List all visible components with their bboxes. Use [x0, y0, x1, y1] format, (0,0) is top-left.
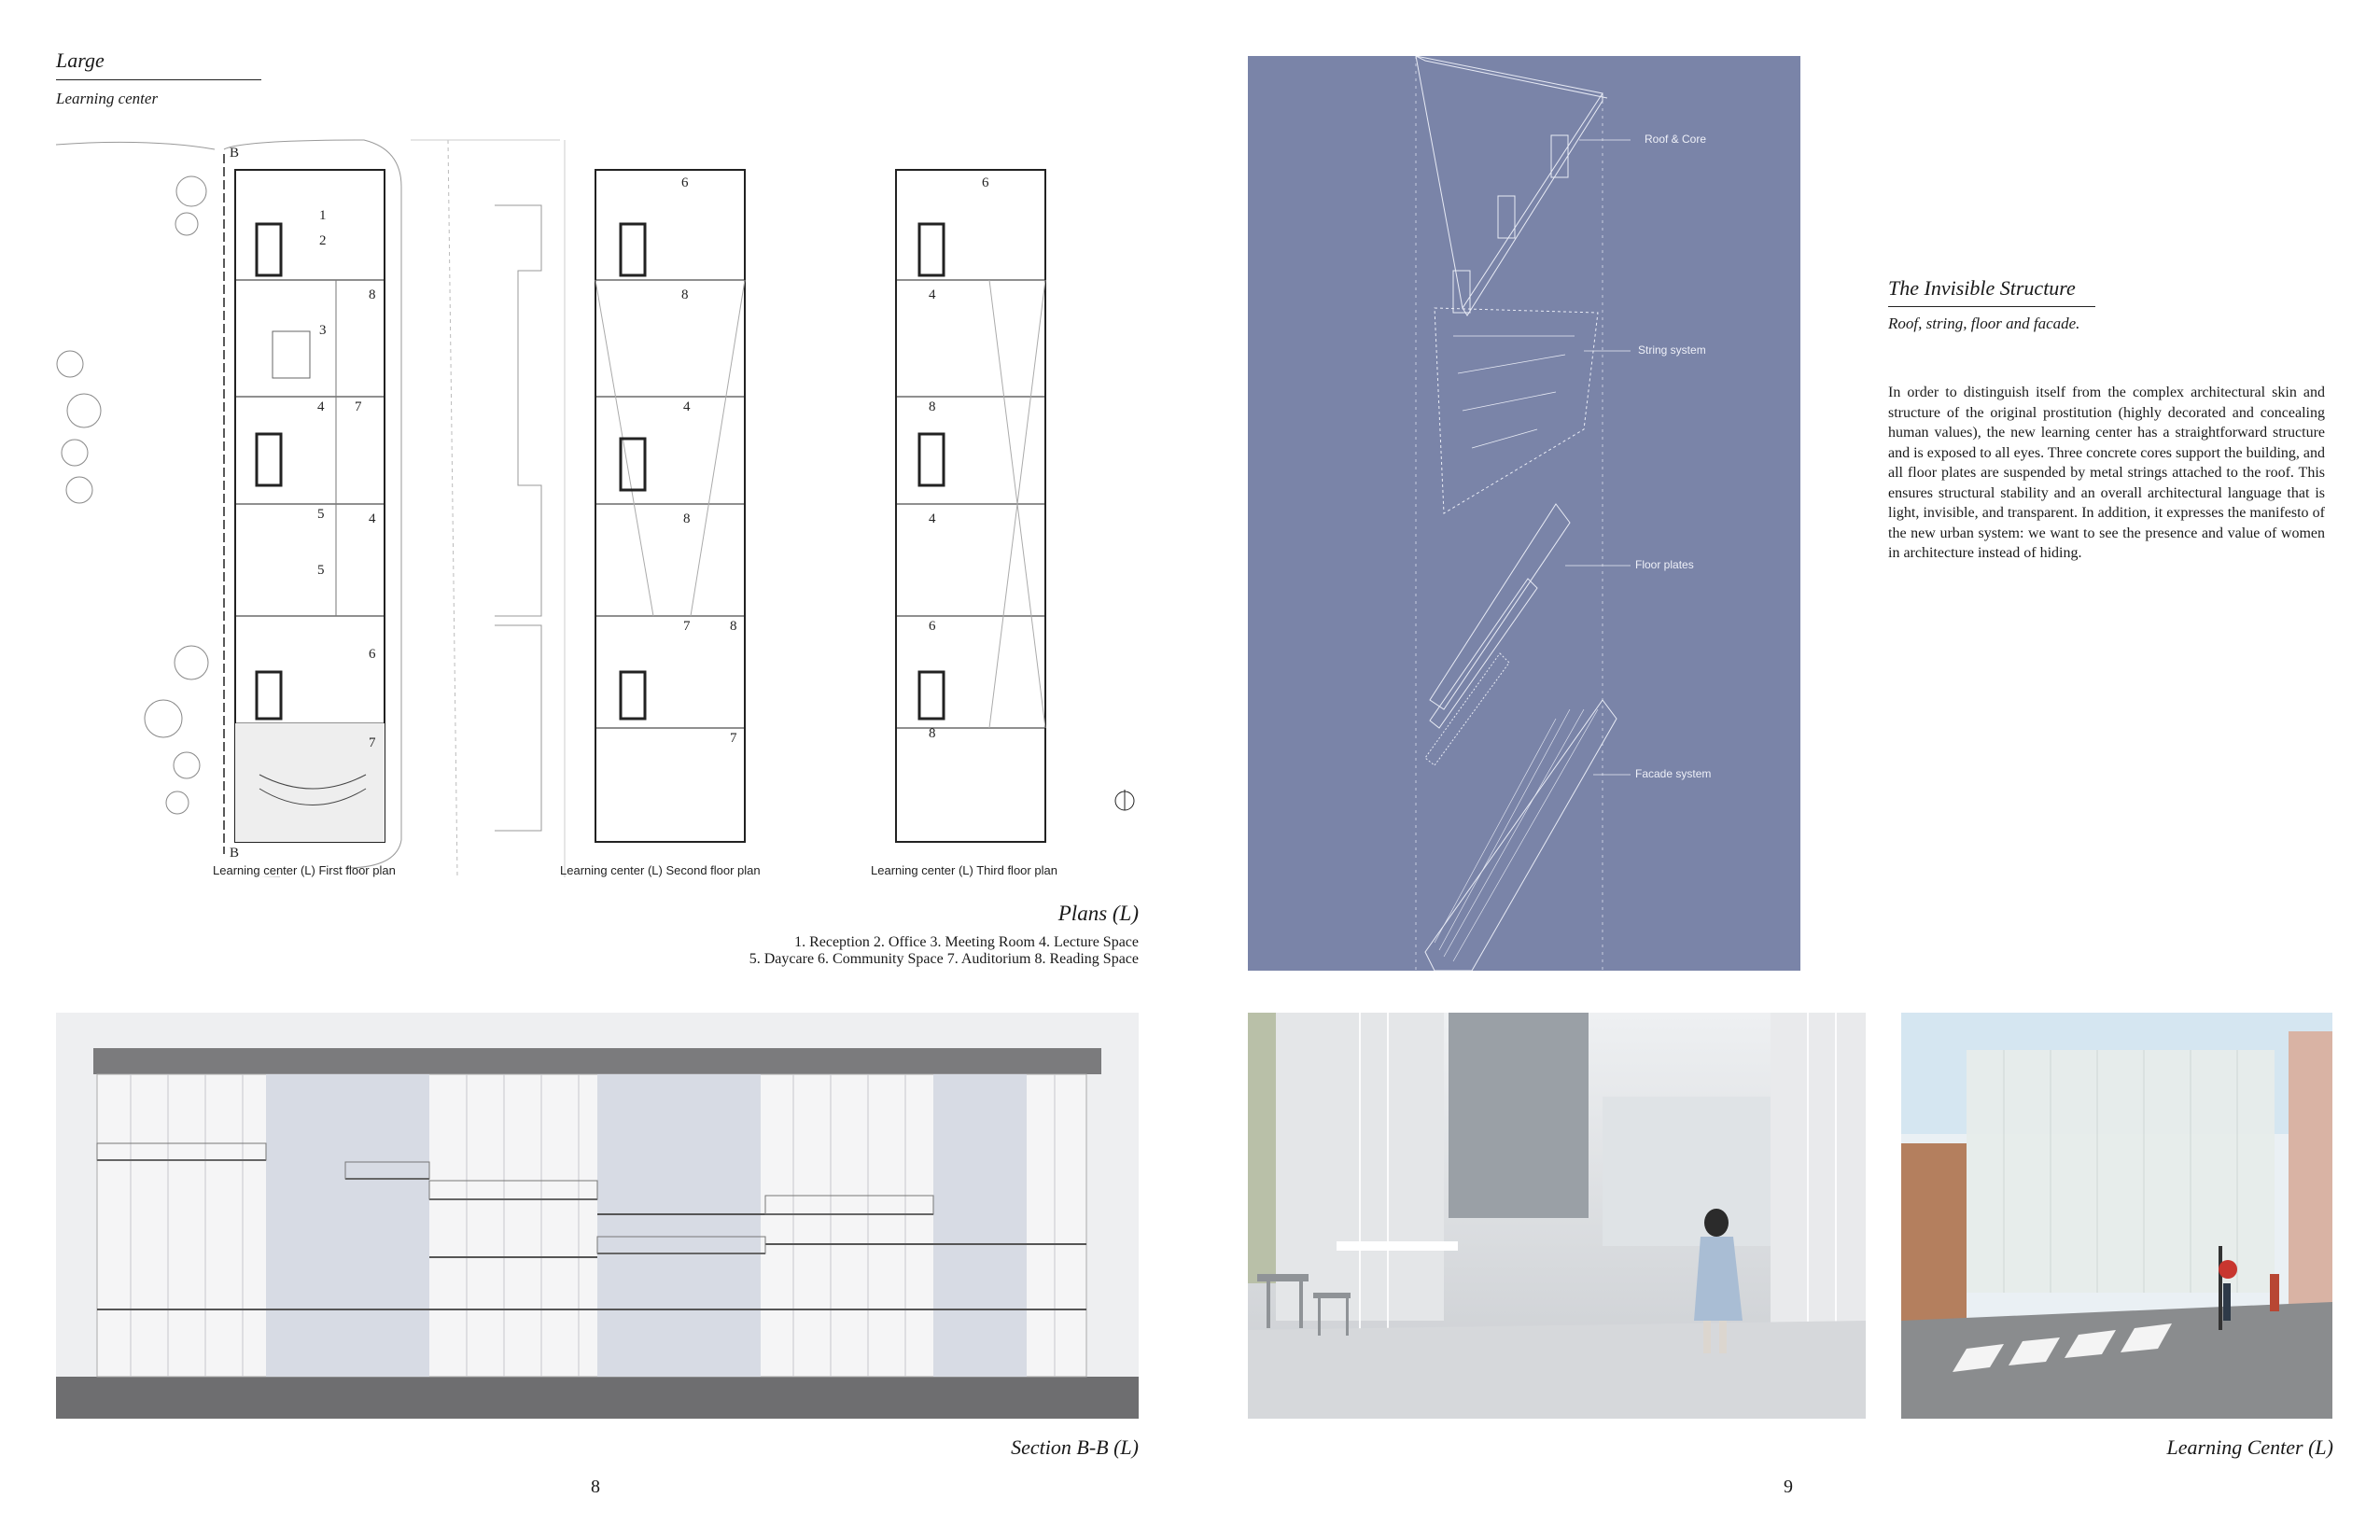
svg-text:4: 4: [683, 399, 691, 414]
svg-text:8: 8: [929, 399, 936, 414]
svg-text:6: 6: [929, 619, 936, 634]
svg-text:4: 4: [929, 511, 936, 526]
svg-text:5: 5: [317, 507, 325, 522]
first-floor-plan: [224, 154, 385, 854]
second-floor-plan: [595, 170, 745, 842]
svg-text:8: 8: [683, 511, 691, 526]
svg-text:4: 4: [317, 399, 325, 414]
svg-text:2: 2: [319, 233, 327, 248]
structure-title-underline: [1888, 306, 2095, 307]
svg-text:7: 7: [369, 735, 376, 750]
svg-text:6: 6: [681, 175, 689, 190]
structure-body-text: In order to distinguish itself from the complex architectural skin and structure of the original prostitution (highly decorated and concealing human values), the new learning center has a straightforward structure and is exposed to all eyes. Three concrete cores support the building, and all floor plates are suspended by metal strings attached to the roof. This ensures structural stability and an overall architectural language that is light, invisible, and transparent. In addition, it expresses the manifesto of the new urban system: we want to see the presence and value of women in architecture instead of hiding.: [1888, 385, 2326, 561]
third-floor-plan-label: Learning center (L) Third floor plan: [871, 863, 1057, 877]
structure-subtitle: Roof, string, floor and facade.: [1888, 315, 2080, 332]
axonometric-linework: [1248, 56, 1800, 971]
svg-text:B: B: [230, 846, 240, 861]
section-title: Section B-B (L): [1011, 1435, 1139, 1459]
axonometric-diagram: [1248, 56, 1800, 971]
heading-underline: [56, 79, 261, 80]
street-render-image: [1901, 1013, 2332, 1419]
section-heading: Large: [56, 49, 105, 72]
axo-label-floor-plates: Floor plates: [1635, 558, 1694, 571]
axo-label-roof-core: Roof & Core: [1645, 133, 1707, 146]
svg-text:6: 6: [369, 647, 376, 662]
plans-legend-line-1: 1. Reception 2. Office 3. Meeting Room 4. Lecture Space: [794, 934, 1139, 950]
svg-text:4: 4: [369, 511, 376, 526]
page-number-left: 8: [591, 1477, 600, 1497]
svg-text:8: 8: [929, 726, 936, 741]
third-floor-plan: [896, 170, 1045, 842]
svg-text:8: 8: [730, 619, 737, 634]
section-drawing: [56, 1013, 1139, 1419]
section-subheading: Learning center: [56, 90, 159, 107]
interior-render-image: [1248, 1013, 1866, 1419]
svg-text:5: 5: [317, 563, 325, 578]
site-trees: [57, 176, 208, 814]
svg-text:1: 1: [319, 208, 327, 223]
svg-text:8: 8: [369, 287, 376, 302]
floor-plans-drawing: [56, 131, 1157, 877]
svg-text:7: 7: [355, 399, 362, 414]
north-arrow-icon: [1115, 790, 1134, 810]
svg-text:4: 4: [929, 287, 936, 302]
page-number-right: 9: [1784, 1477, 1793, 1497]
svg-text:3: 3: [319, 323, 327, 338]
second-floor-plan-label: Learning center (L) Second floor plan: [560, 863, 761, 877]
svg-text:6: 6: [982, 175, 989, 190]
svg-text:7: 7: [730, 731, 737, 746]
structure-title: The Invisible Structure: [1888, 276, 2076, 300]
first-floor-plan-label: Learning center (L) First floor plan: [213, 863, 396, 877]
axo-label-facade-system: Facade system: [1635, 767, 1712, 780]
axo-label-string-system: String system: [1638, 343, 1706, 357]
svg-text:B: B: [230, 146, 240, 161]
svg-text:7: 7: [683, 619, 691, 634]
learning-center-caption: Learning Center (L): [2166, 1435, 2333, 1459]
plans-legend-line-2: 5. Daycare 6. Community Space 7. Auditorium 8. Reading Space: [749, 951, 1139, 967]
svg-text:8: 8: [681, 287, 689, 302]
plans-title: Plans (L): [1057, 902, 1139, 925]
